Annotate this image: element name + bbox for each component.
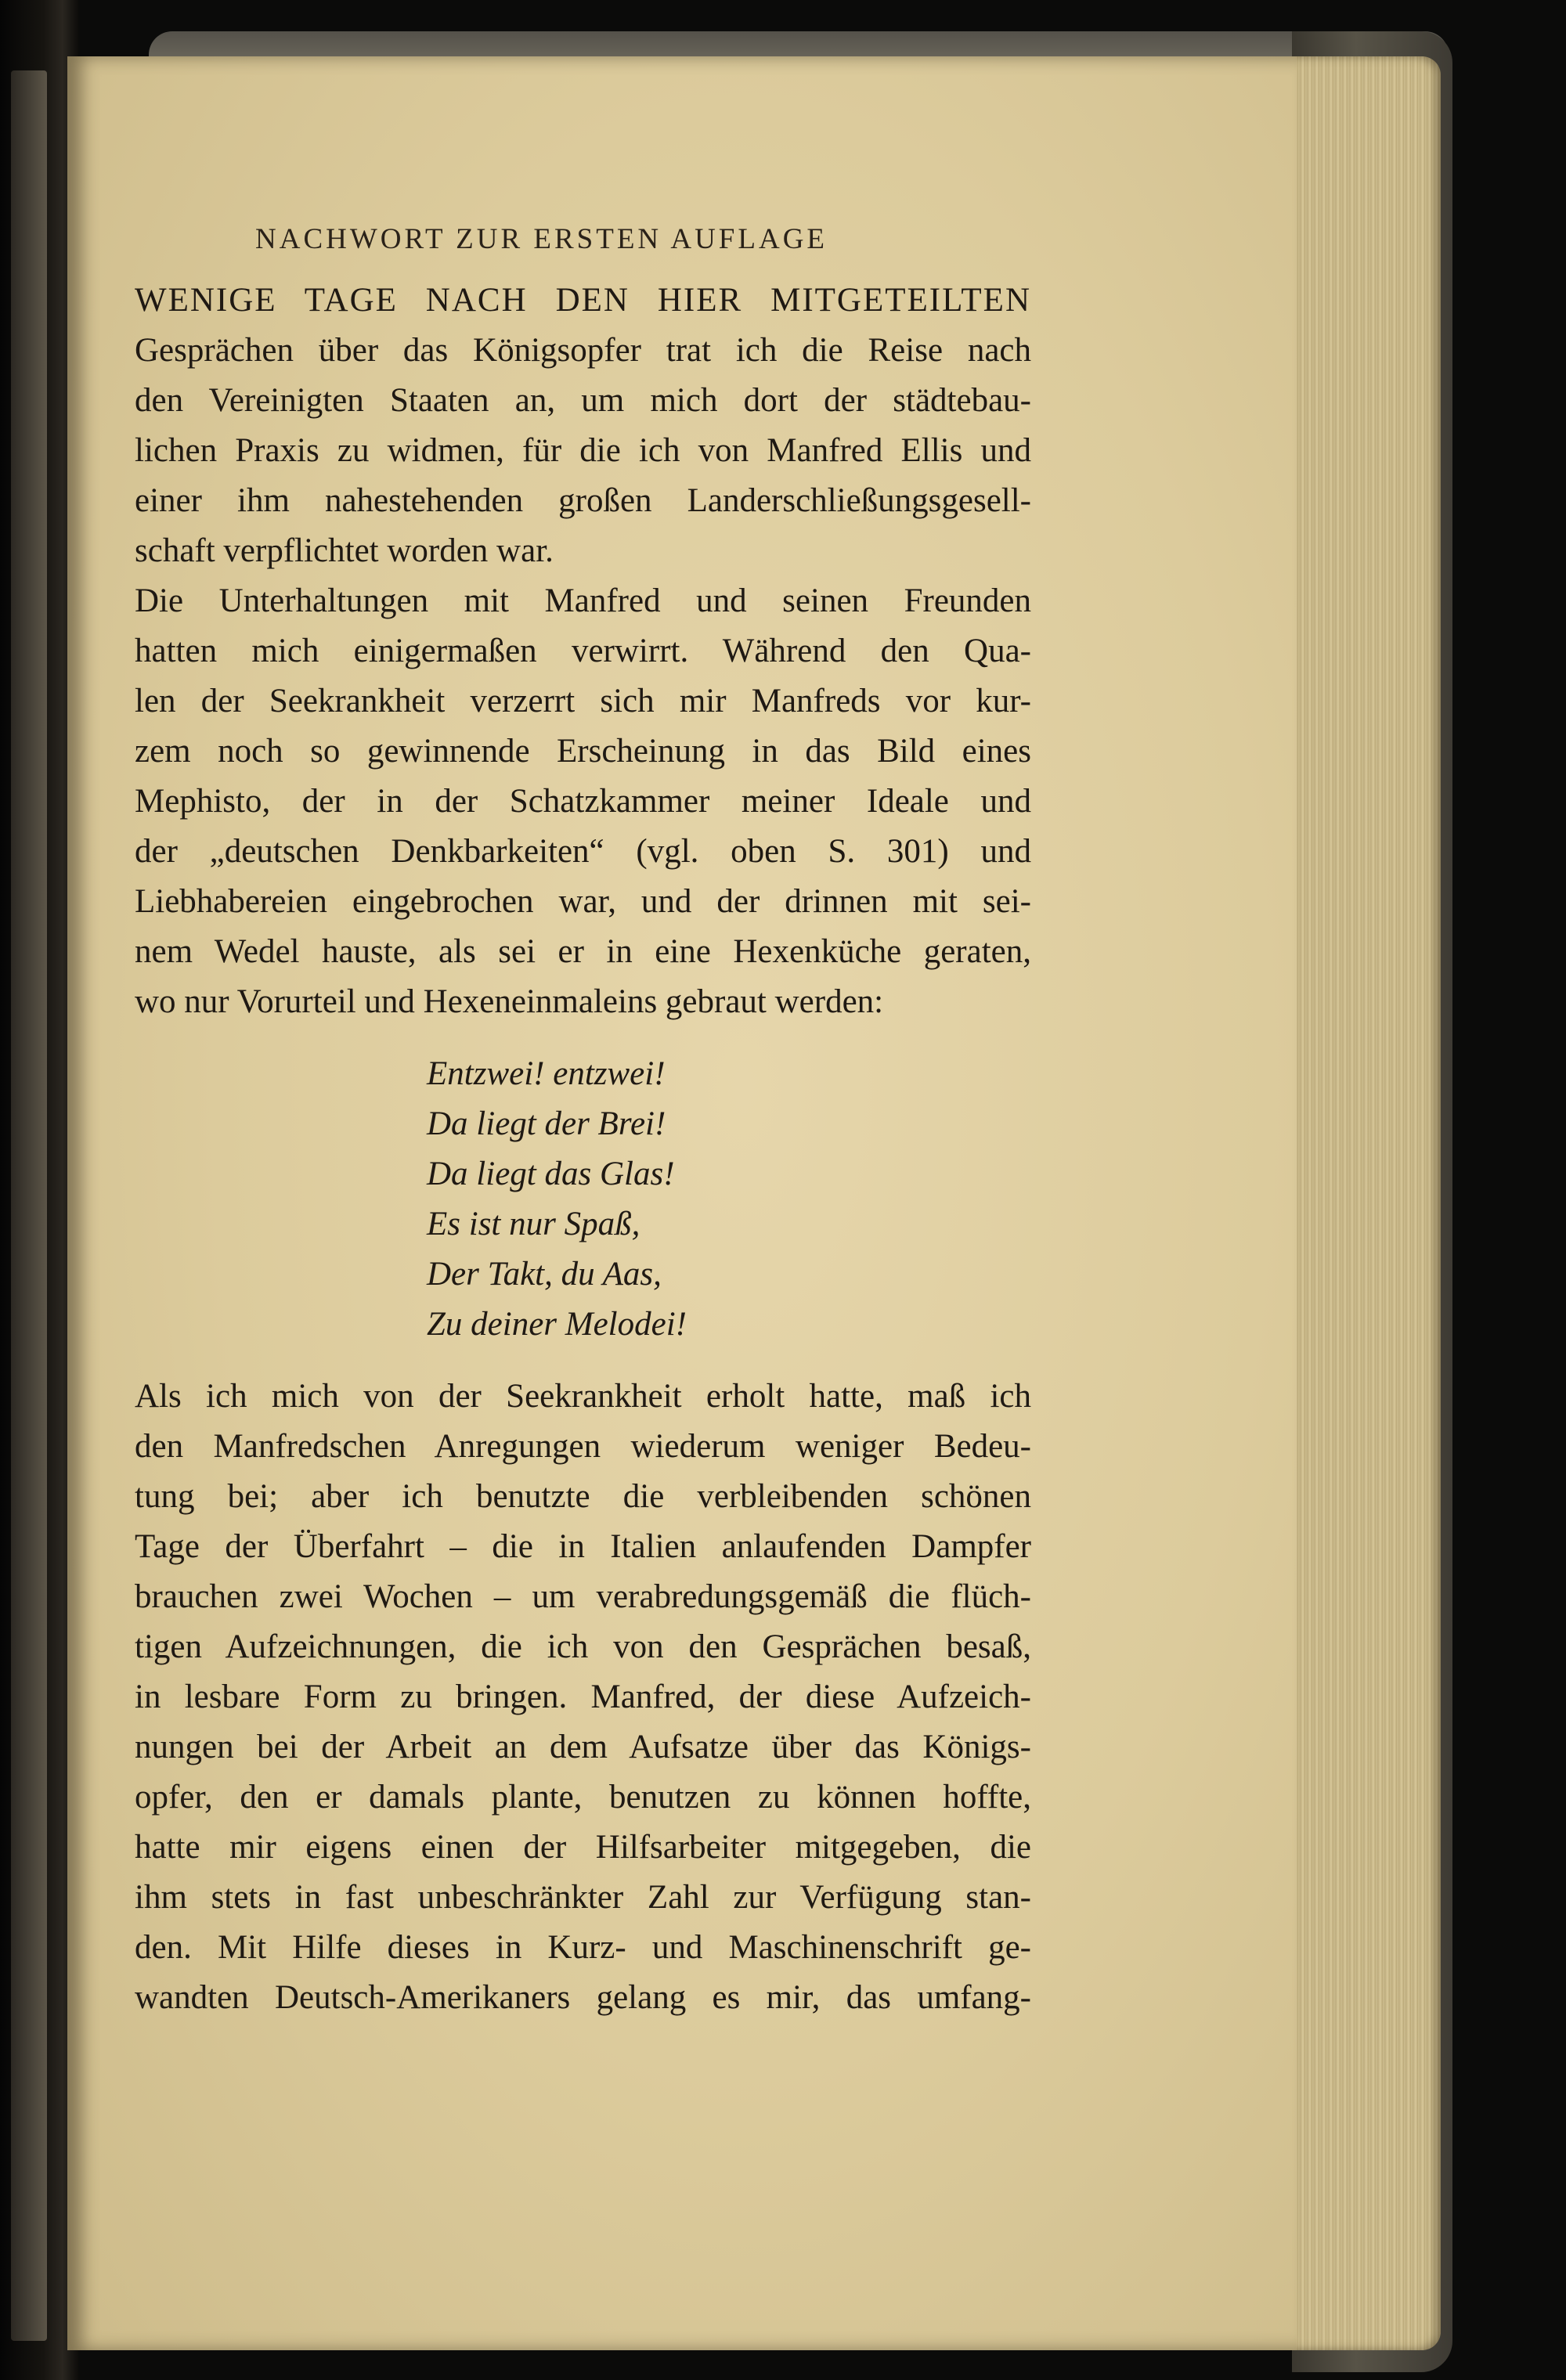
text-line: Tage der Überfahrt – die in Italien anlaufenden Dampfer bbox=[135, 1528, 1031, 1565]
verse-line: Der Takt, du Aas, bbox=[427, 1256, 662, 1293]
text-line: den. Mit Hilfe dieses in Kurz- und Maschinenschrift ge- bbox=[135, 1929, 1031, 1966]
paragraph-1 bbox=[135, 276, 1031, 576]
verse-line: Da liegt das Glas! bbox=[427, 1156, 675, 1192]
verse-line: Zu deiner Melodei! bbox=[427, 1306, 687, 1343]
text-line: Gesprächen über das Königsopfer trat ich die Reise nach bbox=[135, 332, 1031, 369]
verse-line: Entzwei! entzwei! bbox=[427, 1055, 666, 1092]
text-line: wo nur Vorurteil und Hexeneinmaleins gebraut werden: bbox=[135, 983, 884, 1020]
text-line: Liebhabereien eingebrochen war, und der drinnen mit sei- bbox=[135, 883, 1031, 920]
text-line: den Manfredschen Anregungen wiederum weniger Bedeu- bbox=[135, 1428, 1031, 1465]
text-line: hatte mir eigens einen der Hilfsarbeiter mitgegeben, die bbox=[135, 1829, 1031, 1866]
text-line: einer ihm nahestehenden großen Landerschließungsgesell- bbox=[135, 482, 1031, 519]
previous-page-edge bbox=[11, 70, 47, 2341]
verse-line: Es ist nur Spaß, bbox=[427, 1206, 640, 1242]
running-head: NACHWORT ZUR ERSTEN AUFLAGE bbox=[255, 223, 828, 255]
text-line: wandten Deutsch-Amerikaners gelang es mir, das umfang- bbox=[135, 1979, 1031, 2016]
text-line: tigen Aufzeichnungen, die ich von den Gesprächen besaß, bbox=[135, 1628, 1031, 1665]
verse-line: Da liegt der Brei! bbox=[427, 1105, 666, 1142]
text-line: nungen bei der Arbeit an dem Aufsatze über das Königs- bbox=[135, 1729, 1031, 1765]
text-line: schaft verpflichtet worden war. bbox=[135, 532, 554, 569]
text-line: der „deutschen Denkbarkeiten“ (vgl. oben S. 301) und bbox=[135, 833, 1031, 870]
text-line: opfer, den er damals plante, benutzen zu können hoffte, bbox=[135, 1779, 1031, 1816]
text-line: nem Wedel hauste, als sei er in eine Hexenküche geraten, bbox=[135, 933, 1031, 970]
text-line: in lesbare Form zu bringen. Manfred, der diese Aufzeich- bbox=[135, 1679, 1031, 1715]
text-line: tung bei; aber ich benutzte die verbleibenden schönen bbox=[135, 1478, 1031, 1515]
text-line: hatten mich einigermaßen verwirrt. Während den Qua- bbox=[135, 633, 1031, 669]
text-line: Die Unterhaltungen mit Manfred und seinen Freunden bbox=[135, 582, 1031, 619]
text-line: Als ich mich von der Seekrankheit erholt hatte, maß ich bbox=[135, 1378, 1031, 1415]
text-line: brauchen zwei Wochen – um verabredungsgemäß die flüch- bbox=[135, 1578, 1031, 1615]
text-line: Mephisto, der in der Schatzkammer meiner Ideale und bbox=[135, 783, 1031, 820]
verse-quotation bbox=[427, 1049, 687, 1350]
text-line: den Vereinigten Staaten an, um mich dort der städtebau- bbox=[135, 382, 1031, 419]
page-block-edge bbox=[1284, 56, 1441, 2350]
text-line: ihm stets in fast unbeschränkter Zahl zur Verfügung stan- bbox=[135, 1879, 1031, 1916]
text-line: WENIGE TAGE NACH DEN HIER MITGETEILTEN bbox=[135, 282, 1031, 319]
text-line: zem noch so gewinnende Erscheinung in das Bild eines bbox=[135, 733, 1031, 770]
text-line: len der Seekrankheit verzerrt sich mir Manfreds vor kur- bbox=[135, 683, 1031, 719]
paragraph-2 bbox=[135, 576, 1031, 1027]
text-line: lichen Praxis zu widmen, für die ich von Manfred Ellis und bbox=[135, 432, 1031, 469]
paragraph-3 bbox=[135, 1372, 1031, 2023]
